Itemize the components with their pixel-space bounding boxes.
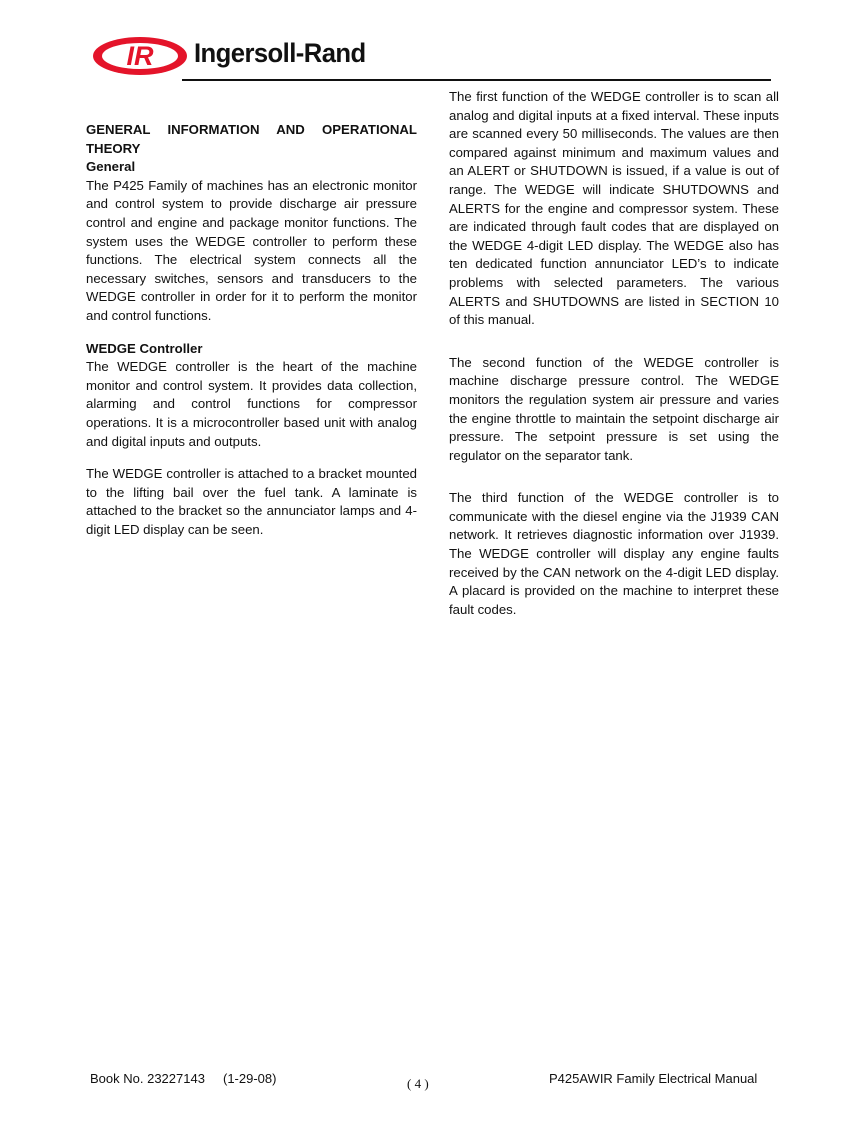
wedge-controller-heading: WEDGE Controller <box>86 340 203 356</box>
footer-book-number: Book No. 23227143 (1-29-08) <box>90 1071 277 1086</box>
general-heading: General <box>86 159 136 175</box>
ir-logo-icon <box>92 34 192 78</box>
third-function-paragraph: The third function of the WEDGE controller is to communicate with the diesel engine via the J1939 CAN network. It retrieves diagnostic information over J1939. The WEDGE controller will display any engine faults received by the CAN network on the 4-digit LED display. A placard is provided on the machine to interpret these fault codes. <box>449 490 779 617</box>
wedge-paragraph-1: The WEDGE controller is the heart of the machine monitor and control system. It provides data collection, alarming and control functions for compressor operations. It is a microcontroller based unit with analog and digital inputs and outputs. <box>86 359 417 449</box>
section-title: GENERAL INFORMATION AND OPERATIONAL THEORY <box>86 122 417 156</box>
second-function-paragraph: The second function of the WEDGE controller is machine discharge pressure control. The WEDGE monitors the regulation system air pressure and varies the engine throttle to maintain the setpoint discharge air pressure. The setpoint pressure is set using the regulator on the separator tank. <box>449 354 779 463</box>
wedge-paragraph-2: The WEDGE controller is attached to a bracket mounted to the lifting bail over the fuel tank. A laminate is attached to the bracket so the annunciator lamps and 4-digit LED display can be seen. <box>86 466 417 537</box>
first-function-paragraph: The first function of the WEDGE controller is to scan all analog and digital inputs at a fixed interval. These inputs are scanned every 50 milliseconds. The values are then compared against minimum and maximum values and an ALERT or SHUTDOWN is issued, if a value is out of range. The WEDGE will indicate SHUTDOWNS and ALERTS for the engine and compressor system. These are indicated through fault codes that are displayed on the WEDGE 4-digit LED display. The WEDGE also has ten dedicated function annunciator LED’s to indicate problems with selected parameters. The various ALERTS and SHUTDOWNS are listed in SECTION 10 of this manual. <box>449 89 779 328</box>
ingersoll-rand-logo <box>92 34 412 78</box>
footer-page-number: ( 4 ) <box>407 1076 429 1091</box>
brand-name: Ingersoll-Rand <box>194 38 366 68</box>
footer-manual-title: P425AWIR Family Electrical Manual <box>549 1071 758 1086</box>
logo-mark-text: IR <box>126 41 154 71</box>
left-column <box>86 121 417 539</box>
header-rule <box>182 79 771 81</box>
right-column <box>449 88 779 619</box>
general-paragraph: The P425 Family of machines has an electronic monitor and control system to provide discharge air pressure control and engine and package monitor functions. The system uses the WEDGE controller to perform these functions. The electrical system connects all the necessary switches, sensors and transducers to the WEDGE controller in order for it to perform the monitor and control functions. <box>86 177 417 323</box>
